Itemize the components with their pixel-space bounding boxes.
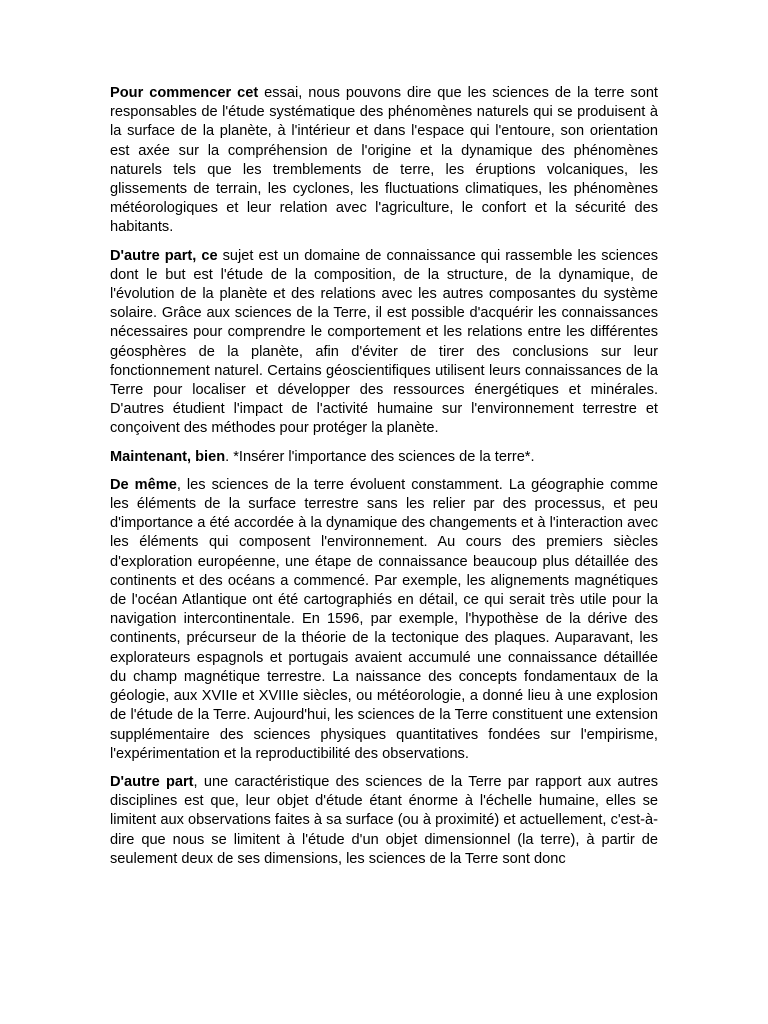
paragraph-domain (110, 247, 658, 439)
paragraph-lead: Pour commencer cet (110, 85, 259, 101)
paragraph-text: , les sciences de la terre évoluent constamment. La géographie comme les éléments de la surface terrestre sans les relier par des processus, et peu d'importance a été accordée à la dynamique des changements et à l'interaction avec les éléments qui composent l'environnement. Au cours des premiers siècles d'exploration européenne, une étape de connaissance beaucoup plus détaillée des continents et des océans a commencé. Par exemple, les alignements magnétiques de l'océan Atlantique ont été cartographiés en détail, ce qui serait très utile pour la navigation intercontinentale. En 1596, par exemple, l'hypothèse de la dérive des continents, précurseur de la théorie de la tectonique des plaques. Auparavant, les explorateurs espagnols et portugais avaient accumulé une connaissance détaillée du champ magnétique terrestre. La naissance des concepts fondamentaux de la géologie, aux XVIIe et XVIIIe siècles, ou météorologie, a donné lieu à une explosion de l'étude de la Terre. Aujourd'hui, les sciences de la Terre constituent une extension supplémentaire des sciences physiques quantitatives fondées sur l'empirisme, l'expérimentation et la reproductibilité des observations. (110, 476, 658, 762)
paragraph-history (110, 476, 658, 764)
paragraph-intro (110, 84, 658, 238)
paragraph-lead: D'autre part (110, 773, 194, 790)
paragraph-characteristic (110, 773, 658, 869)
paragraph-lead: Maintenant, bien (110, 448, 226, 465)
paragraph-lead: De même (110, 476, 177, 493)
document-page (110, 84, 658, 878)
paragraph-text: , une caractéristique des sciences de la Terre par rapport aux autres disciplines est que, leur objet d'étude étant énorme à l'échelle humaine, elles se limitent aux observations faites à sa surface (ou à proximité) et actuellement, c'est-à-dire que nous se limitent à l'étude d'un objet dimensionnel (la terre), à partir de seulement deux de ses dimensions, les sciences de la Terre sont donc (110, 773, 658, 867)
paragraph-importance (110, 448, 658, 467)
paragraph-text: essai, nous pouvons dire que les sciences de la terre sont responsables de l'étude systématique des phénomènes naturels qui se produisent à la surface de la planète, à l'intérieur et dans l'espace qui l'entoure, son orientation est axée sur la compréhension de l'origine et la dynamique des phénomènes naturels tels que les tremblements de terre, les éruptions volcaniques, les glissements de terrain, les cyclones, les fluctuations climatiques, les phénomènes météorologiques et leur relation avec l'agriculture, le confort et la sécurité des habitants. (110, 85, 658, 236)
paragraph-text: . *Insérer l'importance des sciences de la terre*. (225, 448, 535, 465)
paragraph-text: sujet est un domaine de connaissance qui rassemble les sciences dont le but est l'étude de la composition, de la structure, de la dynamique, de l'évolution de la planète et des relations avec les autres composantes du système solaire. Grâce aux sciences de la Terre, il est possible d'acquérir les connaissances nécessaires pour comprendre le comportement et les relations entre les différentes géosphères de la planète, afin d'éviter de tirer des conclusions sur leur fonctionnement naturel. Certains géoscientifiques utilisent leurs connaissances de la Terre pour localiser et développer des ressources énergétiques et minérales. D'autres étudient l'impact de l'activité humaine sur l'environnement terrestre et conçoivent des méthodes pour protéger la planète. (110, 247, 658, 437)
paragraph-lead: D'autre part, ce (110, 247, 218, 264)
